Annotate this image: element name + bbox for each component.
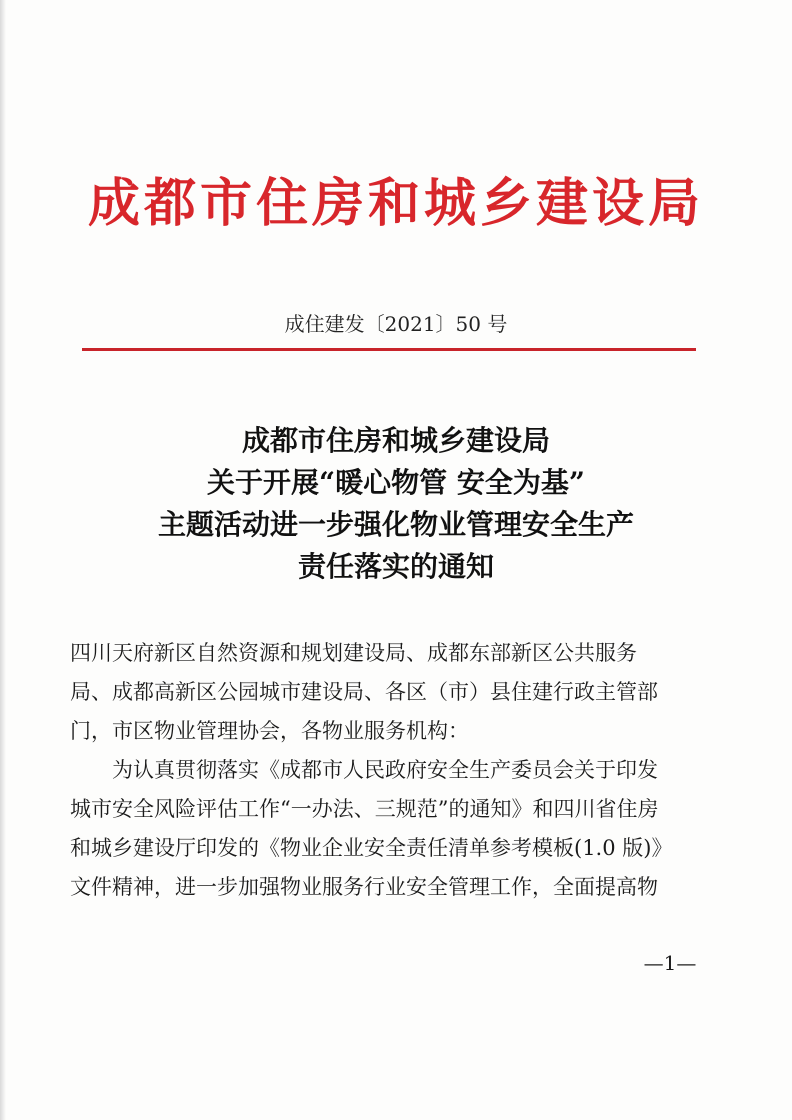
title-line: 主题活动进一步强化物业管理安全生产 — [157, 508, 634, 541]
body-line: 文件精神，进一步加强物业服务行业安全管理工作，全面提高物 — [70, 875, 658, 899]
document-body — [70, 634, 710, 907]
body-line: 局、成都高新区公园城市建设局、各区（市）县住建行政主管部 — [70, 680, 658, 704]
body-line: 门，市区物业管理协会，各物业服务机构： — [70, 719, 469, 743]
body-line: 为认真贯彻落实《成都市人民政府安全生产委员会关于印发 — [112, 758, 658, 782]
title-line: 责任落实的通知 — [297, 550, 494, 583]
title-line: 关于开展“暖心物管 安全为基” — [207, 466, 585, 499]
page-number: —1— — [643, 951, 697, 975]
red-divider-line — [82, 348, 696, 351]
body-line: 四川天府新区自然资源和规划建设局、成都东部新区公共服务 — [70, 641, 637, 665]
issuer-header: 成都市住房和城乡建设局 — [87, 173, 704, 234]
document-title — [60, 420, 732, 588]
document-number: 成住建发〔2021〕50 号 — [284, 312, 508, 336]
page-edge-shadow — [0, 0, 6, 1120]
body-line: 和城乡建设厅印发的《物业企业安全责任清单参考模板(1.0 版)》 — [70, 836, 673, 860]
body-line: 城市安全风险评估工作“一办法、三规范”的通知》和四川省住房 — [70, 797, 659, 821]
title-line: 成都市住房和城乡建设局 — [241, 424, 550, 457]
